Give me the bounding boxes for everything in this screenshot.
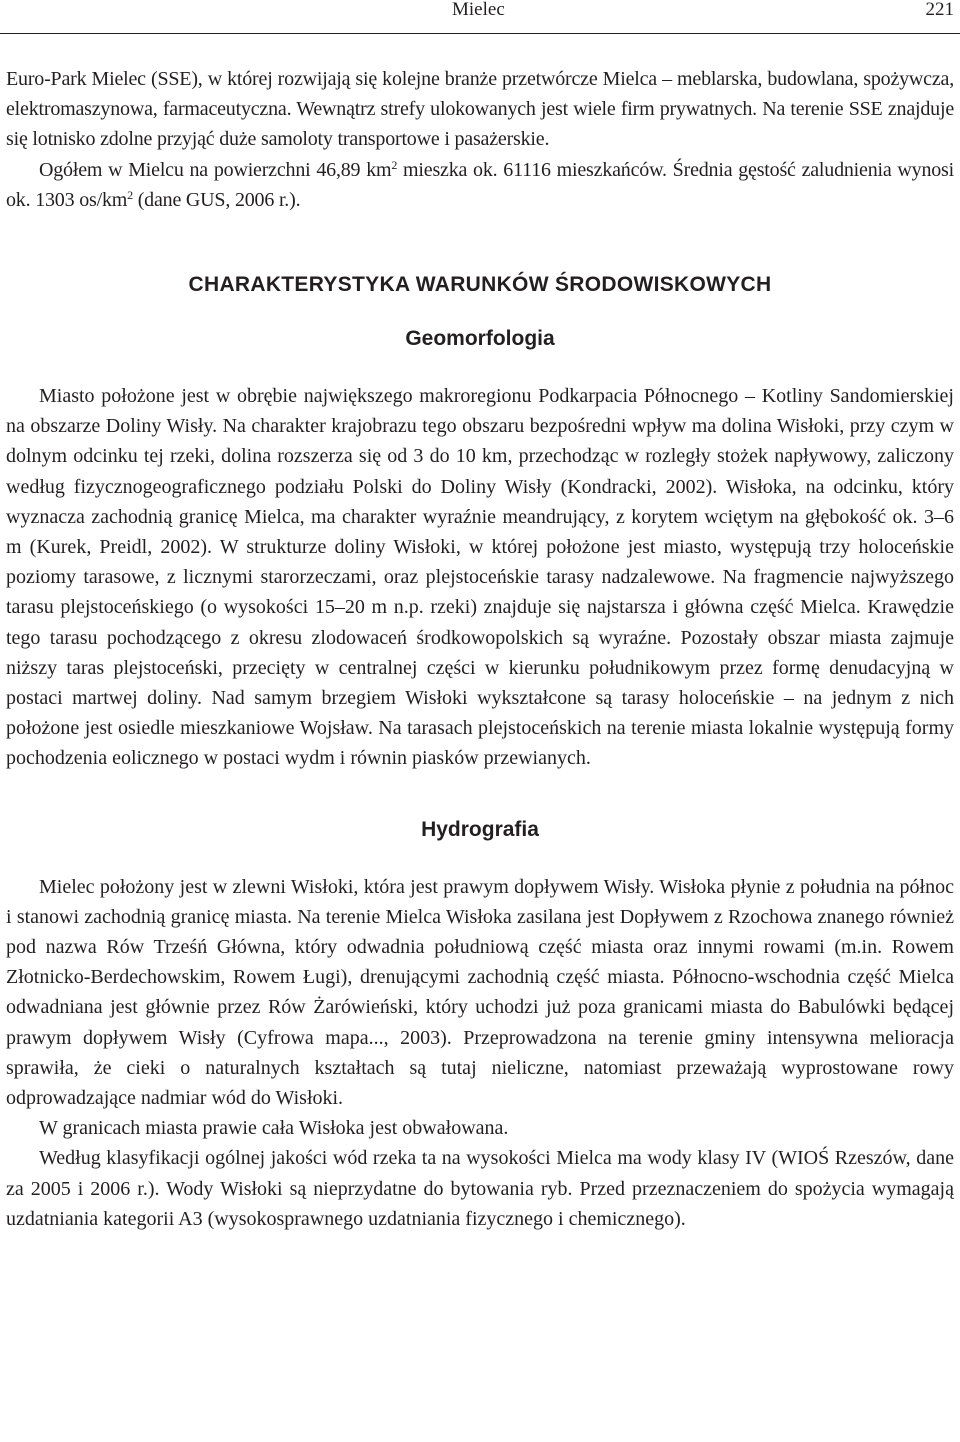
hydrografia-paragraph-3: Według klasyfikacji ogólnej jakości wód rzeka ta na wysokości Mielca ma wody klasy IV (WIOŚ Rzeszów, dane za 2005 i 2006 r.). Wody Wisłoki są nieprzydatne do bytowania ryb. Przed przeznaczeniem do spożycia wymagają uzdatniania kategorii A3 (wysokosprawnego uzdatniania fizycznego i chemicznego).: [6, 1147, 954, 1230]
running-title: Mielec: [452, 0, 505, 20]
hydrografia-paragraph-2: W granicach miasta prawie cała Wisłoka jest obwałowana.: [39, 1117, 509, 1140]
population-text-1: Ogółem w Mielcu na powierzchni 46,89 km: [39, 158, 392, 181]
running-header: [0, 0, 960, 34]
hydrografia-title: Hydrografia: [421, 817, 539, 841]
superscript-km2-density: 2: [127, 187, 133, 202]
hydrografia-paragraph-1: Mielec położony jest w zlewni Wisłoki, która jest prawym dopływem Wisły. Wisłoka płynie z południa na północ i stanowi zachodnią granicę miasta. Na terenie Mielca Wisłoka zasilana jest Dopływem z Rzochowa znanego również pod nazwa Rów Trześń Główna, który odwadnia południową część miasta oraz innymi rowami (m.in. Rowem Złotnicko-Berdechowskim, Rowem Ługi), drenującymi zachodnią część miasta. Północno-wschodnia część Mielca odwadniana jest głównie przez Rów Żarówieński, który uchodzi już poza granicami miasta do Babulówki będącej prawym dopływem Wisły (Cyfrowa mapa..., 2003). Przeprowadzona na terenie gminy intensywna melioracja sprawiła, że cieki o naturalnych kształtach są tutaj nieliczne, natomiast przeważają wyprostowane rowy odprowadzające nadmiar wód do Wisłoki.: [6, 875, 954, 1110]
population-text-2: mieszka ok. 61116 mieszkańców. Średnia gęstość zaludnienia wynosi ok. 1303 os/km: [6, 158, 954, 211]
page-number: 221: [925, 0, 954, 20]
page-content: [6, 64, 954, 1234]
population-paragraph: [6, 155, 954, 215]
superscript-km2: 2: [391, 157, 398, 172]
section-title: CHARAKTERYSTYKA WARUNKÓW ŚRODOWISKOWYCH: [188, 273, 772, 297]
population-text-3: (dane GUS, 2006 r.).: [132, 188, 301, 211]
intro-paragraph: Euro-Park Mielec (SSE), w której rozwijają się kolejne branże przetwórcze Mielca – meblarska, budowlana, spożywcza, elektromaszynowa, farmaceutyczna. Wewnątrz strefy ulokowanych jest wiele firm prywatnych. Na terenie SSE znajduje się lotnisko zdolne przyjąć duże samoloty transportowe i pasażerskie.: [6, 68, 954, 151]
geomorfologia-title: Geomorfologia: [405, 327, 555, 351]
geomorfologia-paragraph: Miasto położone jest w obrębie największego makroregionu Podkarpacia Północnego – Kotliny Sandomierskiej na obszarze Doliny Wisły. Na charakter krajobrazu tego obszaru bezpośredni wpływ ma dolina Wisłoki, przy czym w dolnym odcinku tej rzeki, dolina rozszerza się od 3 do 10 km, przechodząc w rozległy stożek napływowy, zaliczony według fizycznogeograficznego podziału Polski do Doliny Wisły (Kondracki, 2002). Wisłoka, na odcinku, który wyznacza zachodnią granicę Mielca, ma charakter wyraźnie meandrujący, z korytem wciętym na głębokość ok. 3–6 m (Kurek, Preidl, 2002). W strukturze doliny Wisłoki, w której położone jest miasto, występują trzy holoceńskie poziomy tarasowe, z licznymi starorzeczami, oraz plejstoceńskie tarasy nadzalewowe. Na fragmencie najwyższego tarasu plejstoceńskiego (o wysokości 15–20 m n.p. rzeki) znajduje się najstarsza i główna część Mielca. Krawędzie tego tarasu pochodzącego z okresu zlodowaceń środkowopolskich są wyraźne. Pozostały obszar miasta zajmuje niższy taras plejstoceński, przecięty w centralnej części w kierunku południkowym przez formę denudacyjną w postaci martwej doliny. Nad samym brzegiem Wisłoki wykształcone są tarasy holoceńskie – na jednym z nich położone jest osiedle mieszkaniowe Wojsław. Na tarasach plejstoceńskich na terenie miasta lokalnie występują formy pochodzenia eolicznego w postaci wydm i równin piasków przewianych.: [6, 385, 954, 770]
